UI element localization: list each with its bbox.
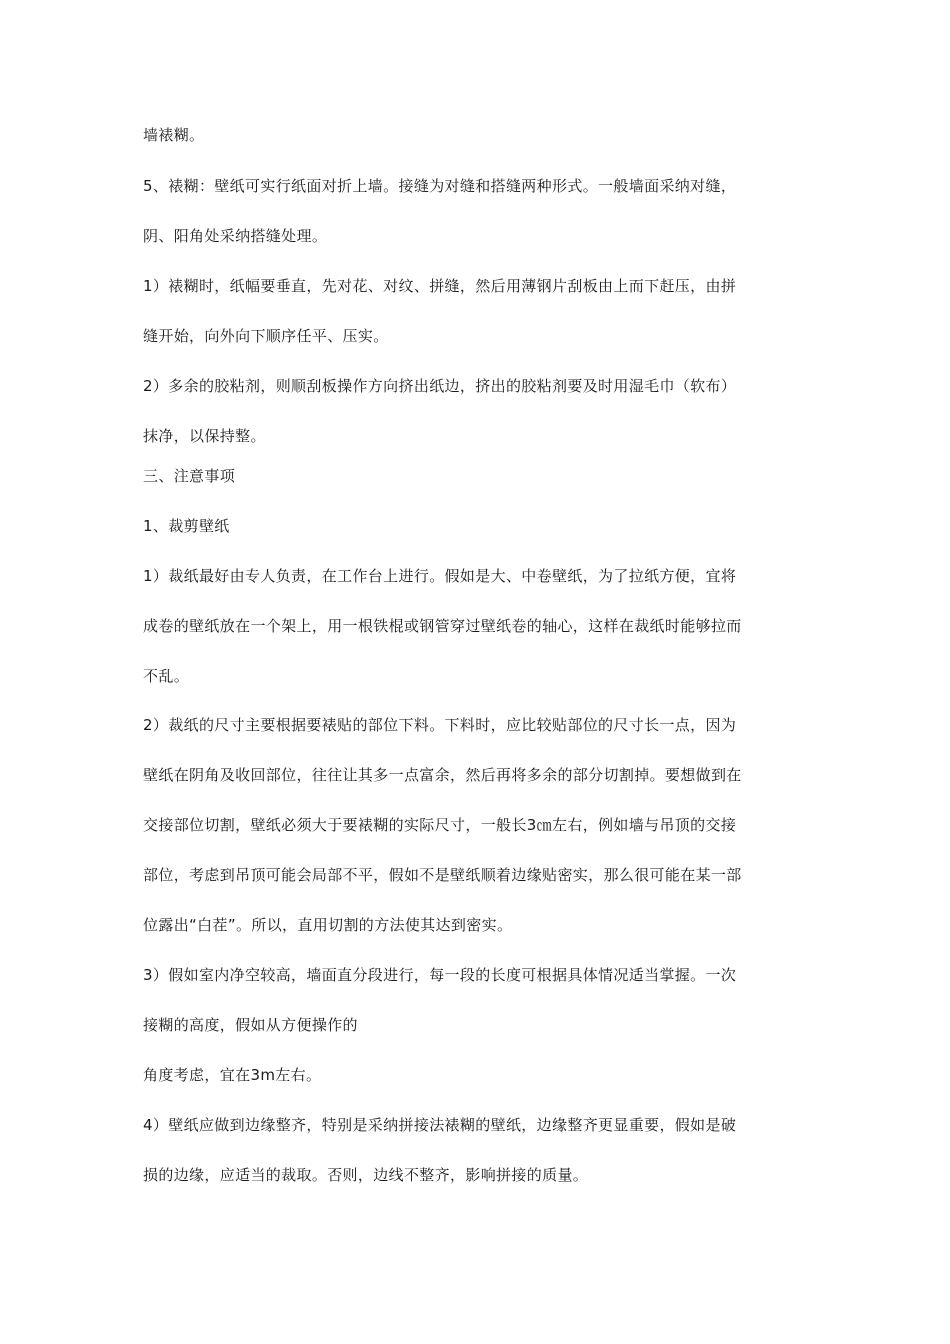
text-line: 5、裱糊：壁纸可实行纸面对折上墙。接缝为对缝和搭缝两种形式。一般墙面采纳对缝，: [143, 177, 737, 195]
text-line: 3）假如室内净空较高，墙面直分段进行，每一段的长度可根据具体情况适当掌握。一次: [143, 966, 737, 984]
text-line: 1）裁纸最好由专人负责，在工作台上进行。假如是大、中卷壁纸，为了拉纸方便，宜将: [143, 567, 737, 585]
text-line: 墙裱糊。: [143, 126, 205, 144]
text-line: 接糊的高度，假如从方便操作的: [143, 1016, 358, 1034]
section-heading: 三、注意事项: [143, 467, 236, 485]
text-line: 2）裁纸的尺寸主要根据要裱贴的部位下料。下料时，应比较贴部位的尺寸长一点，因为: [143, 716, 737, 734]
text-line: 不乱。: [143, 667, 190, 685]
text-line: 缝开始，向外向下顺序任平、压实。: [143, 327, 389, 345]
text-line: 壁纸在阴角及收回部位，往往让其多一点富余，然后再将多余的部分切割掉。要想做到在: [143, 766, 742, 784]
subsection-heading: 1、裁剪壁纸: [143, 517, 230, 535]
text-line: 部位，考虑到吊顶可能会局部不平，假如不是壁纸顺着边缘贴密实，那么很可能在某一部: [143, 866, 742, 884]
text-line: 交接部位切割，壁纸必须大于要裱糊的实际尺寸，一般长3㎝左右，例如墙与吊顶的交接: [143, 816, 737, 834]
text-line: 4）壁纸应做到边缘整齐，特别是采纳拼接法裱糊的壁纸，边缘整齐更显重要，假如是破: [143, 1116, 737, 1134]
text-line: 损的边缘，应适当的裁取。否则，边线不整齐，影响拼接的质量。: [143, 1166, 589, 1184]
text-line: 成卷的壁纸放在一个架上，用一根铁棍或钢管穿过壁纸卷的轴心，这样在裁纸时能够拉而: [143, 617, 742, 635]
text-line: 抹净，以保持整。: [143, 427, 266, 445]
text-line: 阴、阳角处采纳搭缝处理。: [143, 227, 328, 245]
text-line: 角度考虑，宜在3m左右。: [143, 1066, 322, 1084]
text-line: 位露出“白茬”。所以，直用切割的方法使其达到密实。: [143, 916, 513, 934]
text-line: 1）裱糊时，纸幅要垂直，先对花、对纹、拼缝，然后用薄钢片刮板由上而下赶压，由拼: [143, 277, 737, 295]
text-line: 2）多余的胶粘剂，则顺刮板操作方向挤出纸边，挤出的胶粘剂要及时用湿毛巾（软布）: [143, 377, 737, 395]
